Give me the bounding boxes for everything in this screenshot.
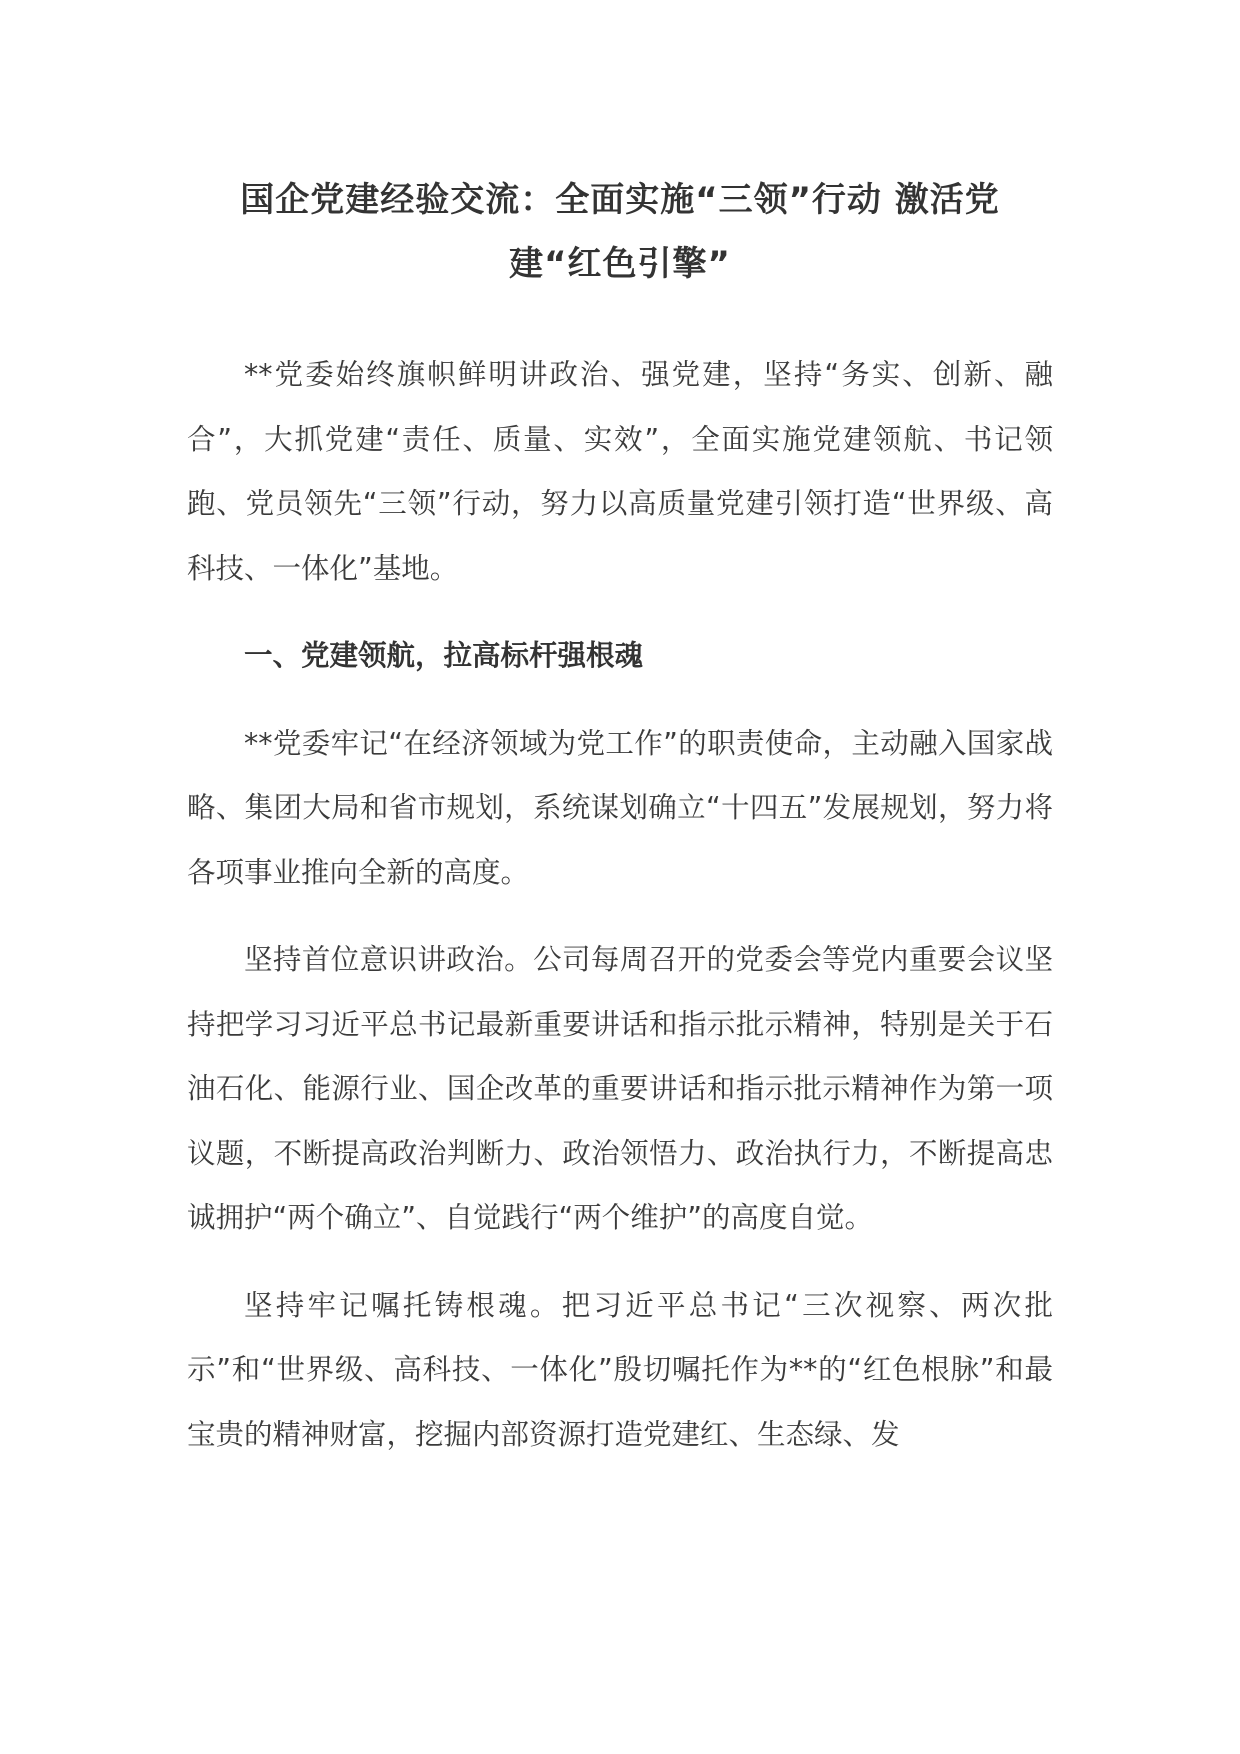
page-title: 国企党建经验交流：全面实施“三领”行动 激活党建“红色引擎” [240,180,1000,284]
section-heading-1: 一、党建领航，拉高标杆强根魂 [244,639,644,672]
section1-paragraph-3: 坚持牢记嘱托铸根魂。把习近平总书记“三次视察、两次批示”和“世界级、高科技、一体化”殷切嘱托作为**的“红色根脉”和最宝贵的精神财富，挖掘内部资源打造党建红、生态绿、发 [187,1288,1053,1451]
document-body [187,168,1053,1467]
section1-paragraph-2: 坚持首位意识讲政治。公司每周召开的党委会等党内重要会议坚持把学习习近平总书记最新重要讲话和指示批示精神，特别是关于石油石化、能源行业、国企改革的重要讲话和指示批示精神作为第一项议题，不断提高政治判断力、政治领悟力、政治执行力，不断提高忠诚拥护“两个确立”、自觉践行“两个维护”的高度自觉。 [187,943,1053,1234]
section1-paragraph-1: **党委牢记“在经济领域为党工作”的职责使命，主动融入国家战略、集团大局和省市规划，系统谋划确立“十四五”发展规划，努力将各项事业推向全新的高度。 [187,726,1053,889]
intro-paragraph: **党委始终旗帜鲜明讲政治、强党建，坚持“务实、创新、融合”，大抓党建“责任、质量、实效”，全面实施党建领航、书记领跑、党员领先“三领”行动，努力以高质量党建引领打造“世界级、高科技、一体化”基地。 [187,358,1053,585]
